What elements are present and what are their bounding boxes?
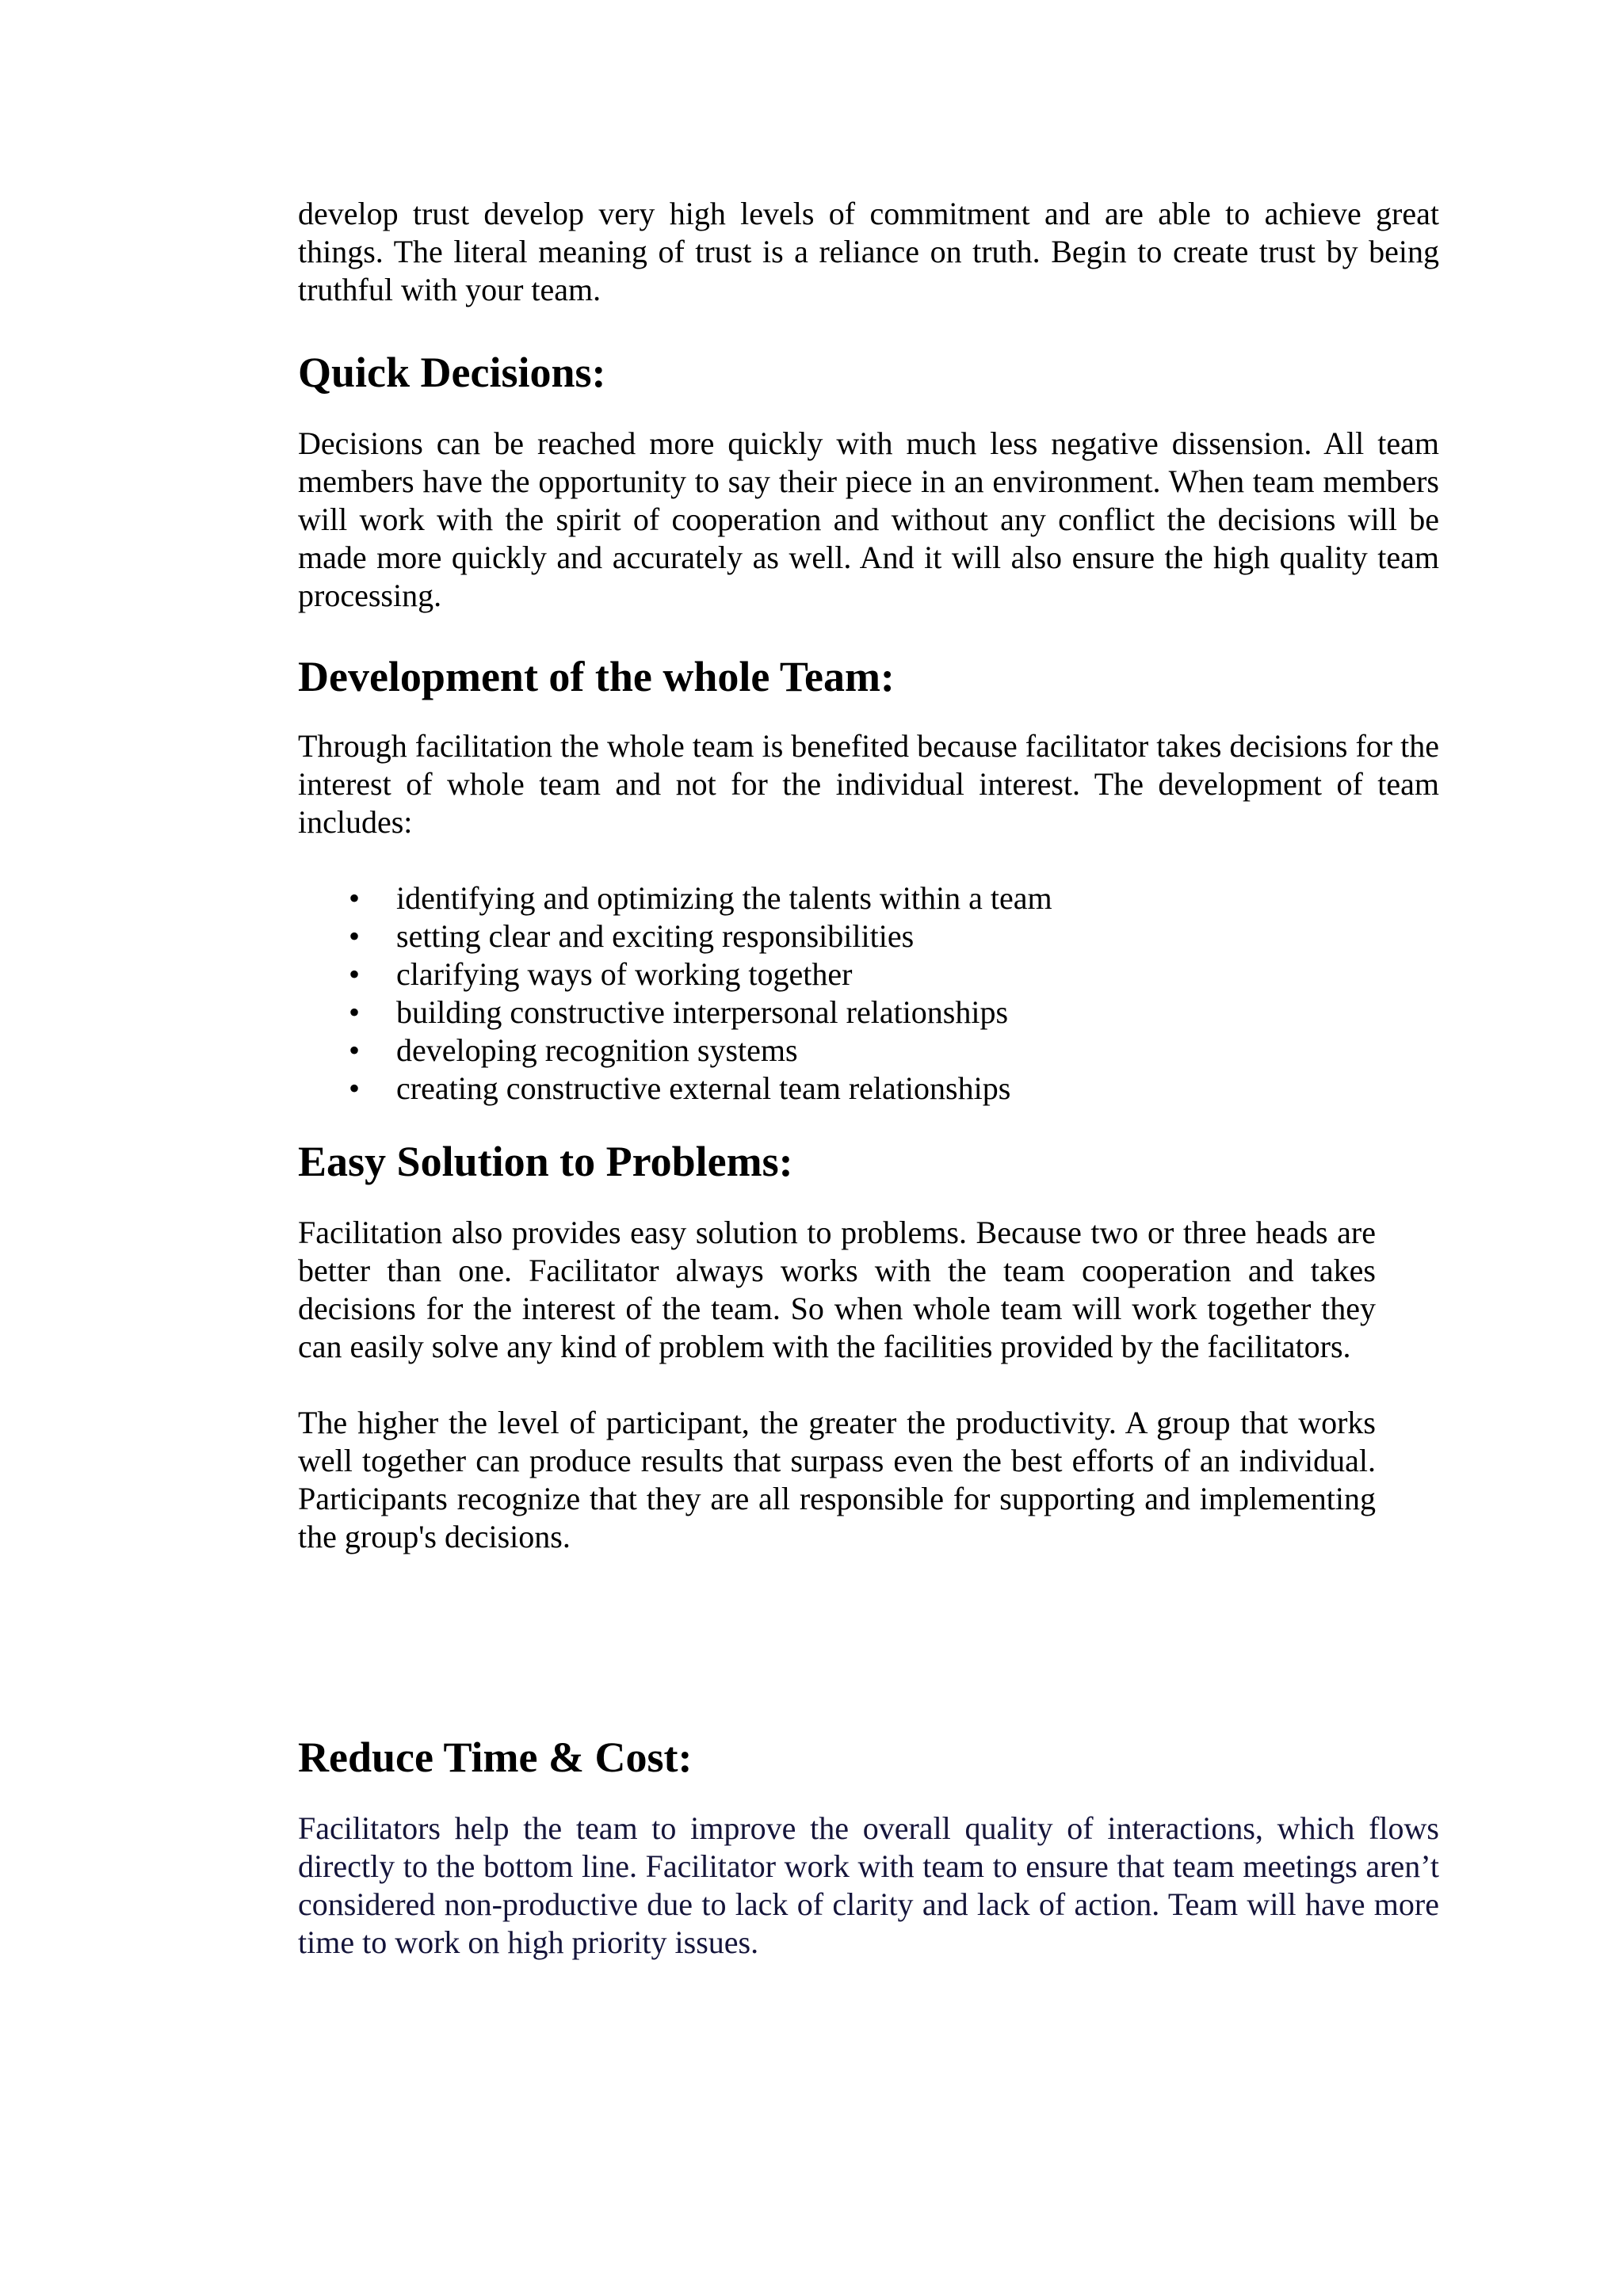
list-item: • building constructive interpersonal relationships [349, 994, 1009, 1030]
list-item: • developing recognition systems [349, 1032, 798, 1068]
list-item: • clarifying ways of working together [349, 956, 853, 992]
easy-solution-paragraph-2: The higher the level of participant, the greater the productivity. A group that works well together can produce results that surpass even the best efforts of an individual. Participants recognize that they are all responsible for supporting and implementing the group's decisions. [298, 1405, 1376, 1554]
reduce-time-paragraph: Facilitators help the team to improve the overall quality of interactions, which flows directly to the bottom line. Facilitator work with team to ensure that team meetings aren’t considered non-productive due to lack of clarity and lack of action. Team will have more time to work on high priority issues. [298, 1810, 1439, 1960]
bullet-icon: • [349, 880, 361, 916]
bullet-icon: • [349, 1070, 361, 1106]
bullet-icon: • [349, 918, 361, 954]
bullet-icon: • [349, 994, 361, 1030]
development-bullet-list [298, 879, 1439, 1108]
document-content [298, 195, 1439, 1962]
easy-solution-heading: Easy Solution to Problems: [298, 1138, 793, 1185]
list-item: • creating constructive external team relationships [349, 1070, 1011, 1106]
reduce-time-heading: Reduce Time & Cost: [298, 1733, 693, 1781]
quick-decisions-paragraph: Decisions can be reached more quickly with much less negative dissension. All team members have the opportunity to say their piece in an environment. When team members will work with the spirit of cooperation and without any conflict the decisions will be made more quickly and accurately as well. And it will also ensure the high quality team processing. [298, 425, 1439, 613]
bullet-icon: • [349, 1032, 361, 1068]
list-item: • identifying and optimizing the talents within a team [349, 880, 1052, 916]
quick-decisions-heading: Quick Decisions: [298, 349, 606, 396]
easy-solution-paragraph-1: Facilitation also provides easy solution to problems. Because two or three heads are better than one. Facilitator always works with the team cooperation and takes decisions for the interest of the team. So when whole team will work together they can easily solve any kind of problem with the facilities provided by the facilitators. [298, 1215, 1376, 1364]
bullet-icon: • [349, 956, 361, 992]
development-paragraph: Through facilitation the whole team is benefited because facilitator takes decisions for the interest of whole team and not for the individual interest. The development of team includes: [298, 728, 1439, 840]
development-heading: Development of the whole Team: [298, 653, 895, 700]
intro-paragraph: develop trust develop very high levels of commitment and are able to achieve great things. The literal meaning of trust is a reliance on truth. Begin to create trust by being truthful with your team. [298, 196, 1439, 307]
list-item: • setting clear and exciting responsibilities [349, 918, 915, 954]
